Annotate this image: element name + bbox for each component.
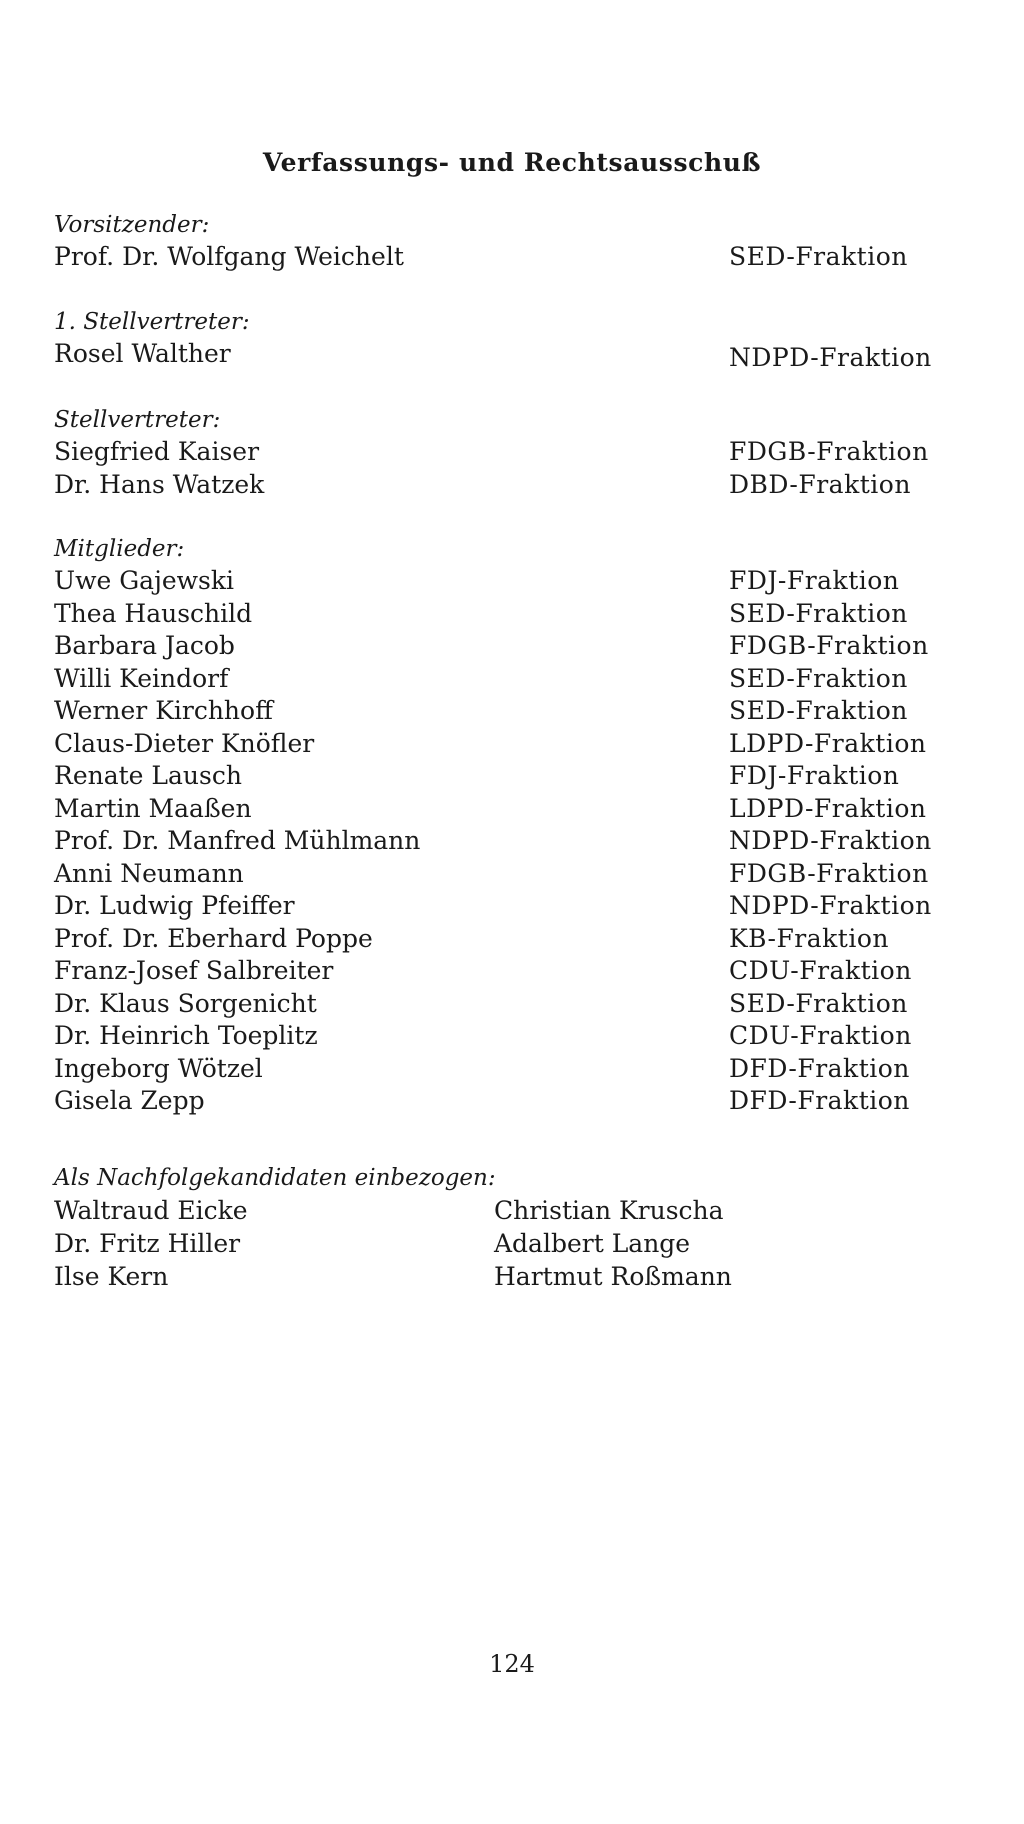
member-name: Dr. Heinrich Toeplitz [54,1021,318,1050]
member-row [54,695,934,728]
member-faction: LDPD-Fraktion [729,728,927,758]
member-row [54,663,934,696]
member-faction: KB-Fraktion [729,923,890,953]
member-name: Prof. Dr. Wolfgang Weichelt [54,242,404,271]
member-row [54,890,934,923]
member-row [54,858,934,891]
member-faction: SED-Fraktion [729,988,908,1018]
member-row [54,598,934,631]
page-title: Verfassungs- und Rechtsausschuß [262,148,762,177]
member-name: Gisela Zepp [54,1086,205,1115]
section-heading: Vorsitzender: [54,212,210,238]
member-name: Martin Maaßen [54,793,252,823]
candidate-name: Christian Kruscha [494,1196,724,1225]
member-faction: CDU-Fraktion [729,956,912,985]
member-faction: SED-Fraktion [729,242,908,271]
candidate-name: Ilse Kern [54,1262,169,1291]
member-name: Prof. Dr. Manfred Mühlmann [54,826,421,855]
member-row [54,1020,934,1053]
member-row [54,338,934,371]
member-row [54,923,934,956]
candidate-name: Waltraud Eicke [54,1196,248,1225]
member-row [54,728,934,761]
member-row [54,565,934,598]
member-faction: FDGB-Fraktion [729,631,929,660]
member-faction: SED-Fraktion [729,663,908,693]
member-faction: DFD-Fraktion [729,1053,910,1083]
member-row [54,469,934,502]
section-chair [54,209,934,274]
member-name: Prof. Dr. Eberhard Poppe [54,923,373,953]
member-name: Claus-Dieter Knöfler [54,728,315,758]
candidate-name: Adalbert Lange [494,1229,691,1258]
member-name: Anni Neumann [54,858,244,888]
member-name: Uwe Gajewski [54,566,235,595]
candidate-name: Dr. Fritz Hiller [54,1229,241,1258]
candidate-name: Hartmut Roßmann [494,1262,732,1291]
member-row [54,1085,934,1118]
candidate-columns [54,1194,934,1293]
member-faction: FDJ-Fraktion [729,761,900,790]
member-name: Rosel Walther [54,339,231,368]
member-faction: FDJ-Fraktion [729,566,900,595]
section-heading: Als Nachfolgekandidaten einbezogen: [54,1165,496,1191]
member-faction: FDGB-Fraktion [729,437,929,466]
member-faction: DFD-Fraktion [729,1086,910,1115]
member-row [54,793,934,826]
member-name: Dr. Ludwig Pfeiffer [54,891,295,920]
member-name: Siegfried Kaiser [54,437,260,466]
member-faction: NDPD-Fraktion [729,891,932,920]
member-faction: LDPD-Fraktion [729,793,927,823]
section-heading: Mitglieder: [54,536,185,562]
member-name: Werner Kirchhoff [54,696,273,725]
member-name: Thea Hauschild [54,598,253,628]
member-row [54,1053,934,1086]
section-members [54,533,934,1118]
member-faction: FDGB-Fraktion [729,858,929,888]
candidate-column-left [54,1194,494,1293]
section-heading: Stellvertreter: [54,407,221,433]
page-number: 124 [489,1650,535,1678]
member-row [54,955,934,988]
member-row [54,241,934,274]
member-name: Willi Keindorf [54,663,229,693]
section-heading: 1. Stellvertreter: [54,309,250,335]
member-name: Ingeborg Wötzel [54,1053,263,1083]
section-successor-candidates [54,1162,934,1293]
member-faction: SED-Fraktion [729,598,908,628]
member-faction: SED-Fraktion [729,696,908,725]
section-deputies [54,404,934,501]
member-faction: CDU-Fraktion [729,1021,912,1050]
member-name: Barbara Jacob [54,631,235,660]
member-faction: NDPD-Fraktion [729,826,932,855]
section-first-deputy [54,306,934,371]
member-name: Dr. Hans Watzek [54,469,265,499]
member-faction: NDPD-Fraktion [729,343,932,372]
member-row [54,760,934,793]
member-row [54,825,934,858]
member-row [54,630,934,663]
member-name: Renate Lausch [54,761,242,790]
member-faction: DBD-Fraktion [729,469,911,499]
member-row [54,988,934,1021]
candidate-column-right [494,1194,934,1293]
member-row [54,436,934,469]
member-name: Dr. Klaus Sorgenicht [54,988,317,1018]
member-name: Franz-Josef Salbreiter [54,956,334,985]
